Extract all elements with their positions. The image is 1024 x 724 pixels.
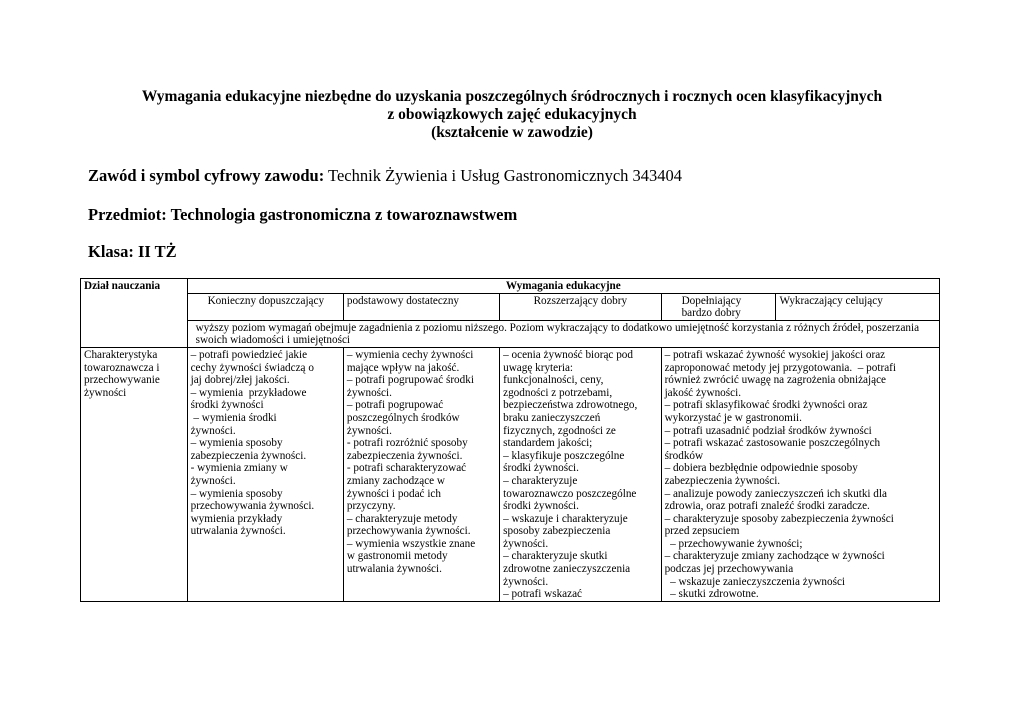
cell-line: - potrafi scharakteryzować [346,462,467,475]
cell-line: środki żywności [190,399,264,412]
cell-line: żywności. [190,424,236,437]
cell-line: – wskazuje zanieczyszczenia żywności [664,575,846,588]
profession-line [88,166,682,186]
cell-line: – potrafi wskazać zastosowanie poszczególnych [664,437,881,450]
dzial-line: Charakterystyka [84,348,158,361]
cell-line: wykorzystać je w gastronomii. [664,411,802,424]
header-wymagania: Wymagania edukacyjne [187,279,939,294]
dzial-line: towaroznawcza i [84,361,160,374]
cell-line: – charakteryzuje [503,474,578,487]
cell-line: – ocenia żywność biorąc pod [503,348,633,361]
cell-line: – analizuje powody zanieczyszczeń ich skutki dla [664,487,887,500]
cell-line: zabezpieczenia żywności. [190,449,307,462]
cell-line: – potrafi sklasyfikować środki żywności oraz [664,399,868,412]
cell-line: braku zanieczyszczeń [503,411,601,424]
rozszerzajacy-cell [500,347,661,601]
cell-line: – dobiera bezbłędnie odpowiednie sposoby [664,462,858,475]
cell-line: jakość żywności. [664,386,741,399]
class-line: Klasa: II TŻ [88,242,177,261]
header-dzial: Dział nauczania [81,279,188,348]
cell-line: utrwalania żywności. [346,563,442,576]
cell-line: środków [664,449,704,462]
title-line-3: (kształcenie w zawodzie) [431,124,593,141]
cell-line: żywności. [346,424,392,437]
cell-line: również zwrócić uwagę na zagrożenia obniżające [664,374,887,387]
cell-line: żywności i podać ich [346,487,441,500]
dopelniajacy-wykraczajacy-cell [661,347,939,601]
levels-row [81,293,940,320]
cell-line: standardem jakości; [503,437,593,450]
cell-line: – przechowywanie żywności; [664,537,803,550]
cell-line: funkcjonalności, ceny, [503,374,604,387]
document-title [60,88,964,142]
cell-line: żywności. [503,575,549,588]
cell-line: – wymienia cechy żywności [346,348,474,361]
profession-label: Zawód i symbol cyfrowy zawodu: [88,166,325,185]
levels-note: wyższy poziom wymagań obejmuje zagadnienia z poziomu niższego. Poziom wykraczający to dodatkowo umiejętność korzystania z różnych źródeł, poszerzania swoich wiadomości i umiejętności [187,320,939,347]
cell-line: – potrafi wskazać żywność wysokiej jakości oraz [664,348,886,361]
cell-line: towaroznawczo poszczególne [503,487,637,500]
cell-line: zabezpieczenia żywności. [664,474,781,487]
podstawowy-cell [343,347,499,601]
cell-line: – wymienia sposoby [190,437,283,450]
cell-line: – wymienia sposoby [190,487,283,500]
cell-line: przyczyny. [346,500,396,513]
cell-line: – potrafi pogrupować środki [346,374,474,387]
cell-line: w gastronomii metody [346,550,448,563]
cell-line: żywności. [503,537,549,550]
cell-line: – potrafi powiedzieć jakie [190,348,308,361]
cell-line: uwagę kryteria: [503,361,574,374]
cell-line: – charakteryzuje metody [346,512,458,525]
title-line-1: Wymagania edukacyjne niezbędne do uzyskania poszczególnych śródrocznych i rocznych ocen klasyfikacyjnych [141,88,883,105]
level-wykraczajacy: Wykraczający celujący [776,293,940,320]
level-rozszerzajacy: Rozszerzający dobry [500,293,661,320]
cell-line: zmiany zachodzące w [346,474,446,487]
cell-line: – wymienia przykładowe [190,386,307,399]
cell-line: – wskazuje i charakteryzuje [503,512,628,525]
cell-line: – wymienia wszystkie znane [346,537,476,550]
cell-line: zdrowotne zanieczyszczenia [503,563,631,576]
cell-line: żywności. [346,386,392,399]
title-line-2: z obowiązkowych zajęć edukacyjnych [387,106,637,123]
cell-line: jaj dobrej/złej jakości. [190,374,290,387]
profession-value: Technik Żywienia i Usług Gastronomicznych 343404 [324,166,683,185]
cell-line: środki żywności. [503,462,579,475]
level-podstawowy: podstawowy dostateczny [343,293,499,320]
cell-line: sposoby zabezpieczenia [503,525,611,538]
cell-line: – charakteryzuje skutki [503,550,608,563]
dzial-line: przechowywanie [84,374,160,387]
cell-line: poszczególnych środków [346,411,460,424]
cell-line: utrwalania żywności. [190,525,286,538]
header-row [81,279,940,294]
table-row [81,347,940,601]
cell-line: – charakteryzuje zmiany zachodzące w żywności [664,550,885,563]
cell-line: podczas jej przechowywania [664,563,794,576]
cell-line: środki żywności. [503,500,579,513]
subject-line: Przedmiot: Technologia gastronomiczna z towaroznawstwem [88,205,518,224]
cell-line: żywności. [190,474,236,487]
dzial-cell [81,347,188,601]
cell-line: bezpieczeństwa zdrowotnego, [503,399,638,412]
cell-line: fizycznych, zgodności ze [503,424,616,437]
cell-line: przechowywania żywności. [190,500,315,513]
cell-line: zabezpieczenia żywności. [346,449,463,462]
cell-line: - wymienia zmiany w [190,462,288,475]
konieczny-cell [187,347,343,601]
level-dopelniajacy: Dopełniający bardzo dobry [661,293,776,320]
cell-line: cechy żywności świadczą o [190,361,314,374]
cell-line: zgodności z potrzebami, [503,386,613,399]
cell-line: zdrowia, oraz potrafi znaleźć środki zaradcze. [664,500,870,513]
cell-line: – potrafi uzasadnić podział środków żywności [664,424,872,437]
note-row [81,320,940,347]
cell-line: – wymienia środki [190,411,277,424]
cell-line: mające wpływ na jakość. [346,361,460,374]
cell-line: – potrafi wskazać [503,588,583,601]
cell-line: – potrafi pogrupować [346,399,444,412]
cell-line: - potrafi rozróżnić sposoby [346,437,468,450]
cell-line: wymienia przykłady [190,512,283,525]
cell-line: przed zepsuciem [664,525,740,538]
cell-line: – skutki zdrowotne. [664,588,759,601]
cell-line: – klasyfikuje poszczególne [503,449,625,462]
level-konieczny: Konieczny dopuszczający [187,293,343,320]
cell-line: – charakteryzuje sposoby zabezpieczenia żywności [664,512,894,525]
cell-line: zaproponować metody jej przygotowania. – potrafi [664,361,897,374]
dzial-line: żywności [84,386,127,399]
cell-line: przechowywania żywności. [346,525,471,538]
requirements-table [80,278,940,602]
